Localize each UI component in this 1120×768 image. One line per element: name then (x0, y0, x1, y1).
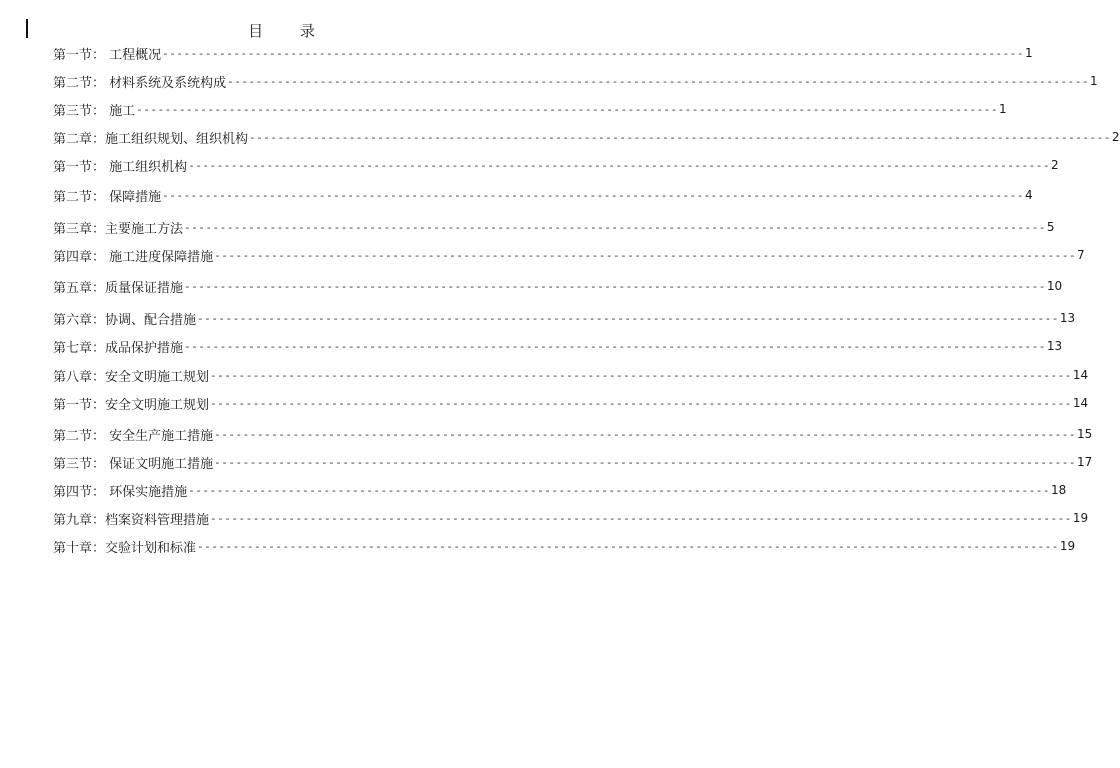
toc-entry[interactable] (53, 277, 1063, 296)
toc-entry-page-number: 1 (1024, 46, 1033, 60)
toc-entry[interactable] (53, 186, 1033, 205)
toc-entry-label: 第十章：交验计划和标准 (53, 540, 197, 556)
toc-dot-leader: ------------------------------------------------------------------------------------------------------------------------- (214, 455, 1076, 469)
toc-entry-page-number: 1 (998, 102, 1007, 116)
toc-entry[interactable] (53, 246, 1085, 265)
toc-entry-label: 第二节： 安全生产施工措施 (53, 428, 214, 444)
toc-entry[interactable] (53, 509, 1089, 528)
toc-dot-leader: ------------------------------------------------------------------------------------------------------------------------- (210, 368, 1072, 382)
toc-entry[interactable] (53, 481, 1067, 500)
toc-entry-page-number: 10 (1046, 279, 1063, 293)
toc-entry-label: 第九章：档案资料管理措施 (53, 512, 210, 528)
toc-entry-page-number: 2 (1050, 158, 1059, 172)
toc-dot-leader: ------------------------------------------------------------------------------------------------------------------------- (184, 339, 1046, 353)
toc-entry-page-number: 5 (1046, 220, 1055, 234)
toc-entry-page-number: 7 (1076, 248, 1085, 262)
toc-entry-label: 第四章： 施工进度保障措施 (53, 249, 214, 265)
toc-dot-leader: ------------------------------------------------------------------------------------------------------------------------- (162, 46, 1024, 60)
toc-entry[interactable] (53, 44, 1033, 63)
toc-entry[interactable] (53, 394, 1089, 413)
toc-entry[interactable] (53, 156, 1059, 175)
toc-entry-label: 第五章：质量保证措施 (53, 280, 184, 296)
toc-dot-leader: ------------------------------------------------------------------------------------------------------------------------- (214, 248, 1076, 262)
toc-entry[interactable] (53, 128, 1120, 147)
toc-dot-leader: ------------------------------------------------------------------------------------------------------------------------- (162, 188, 1024, 202)
toc-entry-page-number: 18 (1050, 483, 1067, 497)
toc-entry[interactable] (53, 72, 1098, 91)
toc-dot-leader: ------------------------------------------------------------------------------------------------------------------------- (214, 427, 1076, 441)
toc-entry-label: 第三节： 保证文明施工措施 (53, 456, 214, 472)
toc-entry-page-number: 17 (1076, 455, 1093, 469)
toc-entry-page-number: 1 (1089, 74, 1098, 88)
toc-entry-page-number: 19 (1059, 539, 1076, 553)
toc-dot-leader: ------------------------------------------------------------------------------------------------------------------------- (197, 539, 1059, 553)
toc-entry-page-number: 13 (1059, 311, 1076, 325)
toc-dot-leader: ------------------------------------------------------------------------------------------------------------------------- (210, 511, 1072, 525)
toc-dot-leader: ------------------------------------------------------------------------------------------------------------------------- (197, 311, 1059, 325)
toc-entry[interactable] (53, 537, 1076, 556)
toc-entry-label: 第一节：安全文明施工规划 (53, 397, 210, 413)
toc-entry-page-number: 2 (1111, 130, 1120, 144)
toc-entry-label: 第二节： 保障措施 (53, 189, 162, 205)
toc-entry-label: 第四节： 环保实施措施 (53, 484, 188, 500)
toc-dot-leader: ------------------------------------------------------------------------------------------------------------------------- (188, 158, 1050, 172)
toc-entry-page-number: 13 (1046, 339, 1063, 353)
toc-entry-label: 第二章：施工组织规划、组织机构 (53, 131, 249, 147)
toc-entry[interactable] (53, 425, 1093, 444)
toc-entry[interactable] (53, 309, 1076, 328)
toc-entry-page-number: 14 (1072, 396, 1089, 410)
toc-entry-page-number: 4 (1024, 188, 1033, 202)
toc-entry[interactable] (53, 218, 1055, 237)
toc-entry-label: 第一节： 工程概况 (53, 47, 162, 63)
toc-dot-leader: ------------------------------------------------------------------------------------------------------------------------- (184, 279, 1046, 293)
toc-entry[interactable] (53, 366, 1089, 385)
toc-entry-label: 第六章：协调、配合措施 (53, 312, 197, 328)
toc-entry-label: 第八章：安全文明施工规划 (53, 369, 210, 385)
toc-entry-page-number: 15 (1076, 427, 1093, 441)
toc-dot-leader: ------------------------------------------------------------------------------------------------------------------------- (136, 102, 998, 116)
toc-dot-leader: ------------------------------------------------------------------------------------------------------------------------- (249, 130, 1111, 144)
toc-entry-page-number: 14 (1072, 368, 1089, 382)
toc-dot-leader: ------------------------------------------------------------------------------------------------------------------------- (184, 220, 1046, 234)
toc-dot-leader: ------------------------------------------------------------------------------------------------------------------------- (188, 483, 1050, 497)
toc-entry-label: 第三节： 施工 (53, 103, 136, 119)
toc-dot-leader: ------------------------------------------------------------------------------------------------------------------------- (210, 396, 1072, 410)
toc-entry-label: 第一节： 施工组织机构 (53, 159, 188, 175)
toc-entry-label: 第七章：成品保护措施 (53, 340, 184, 356)
toc-entry-label: 第二节： 材料系统及系统构成 (53, 75, 227, 91)
toc-entry[interactable] (53, 337, 1063, 356)
toc-entry-label: 第三章：主要施工方法 (53, 221, 184, 237)
toc-entry-page-number: 19 (1072, 511, 1089, 525)
toc-dot-leader: ------------------------------------------------------------------------------------------------------------------------- (227, 74, 1089, 88)
toc-entry[interactable] (53, 100, 1007, 119)
toc-entry[interactable] (53, 453, 1093, 472)
toc-title: 目 录 (248, 22, 331, 40)
